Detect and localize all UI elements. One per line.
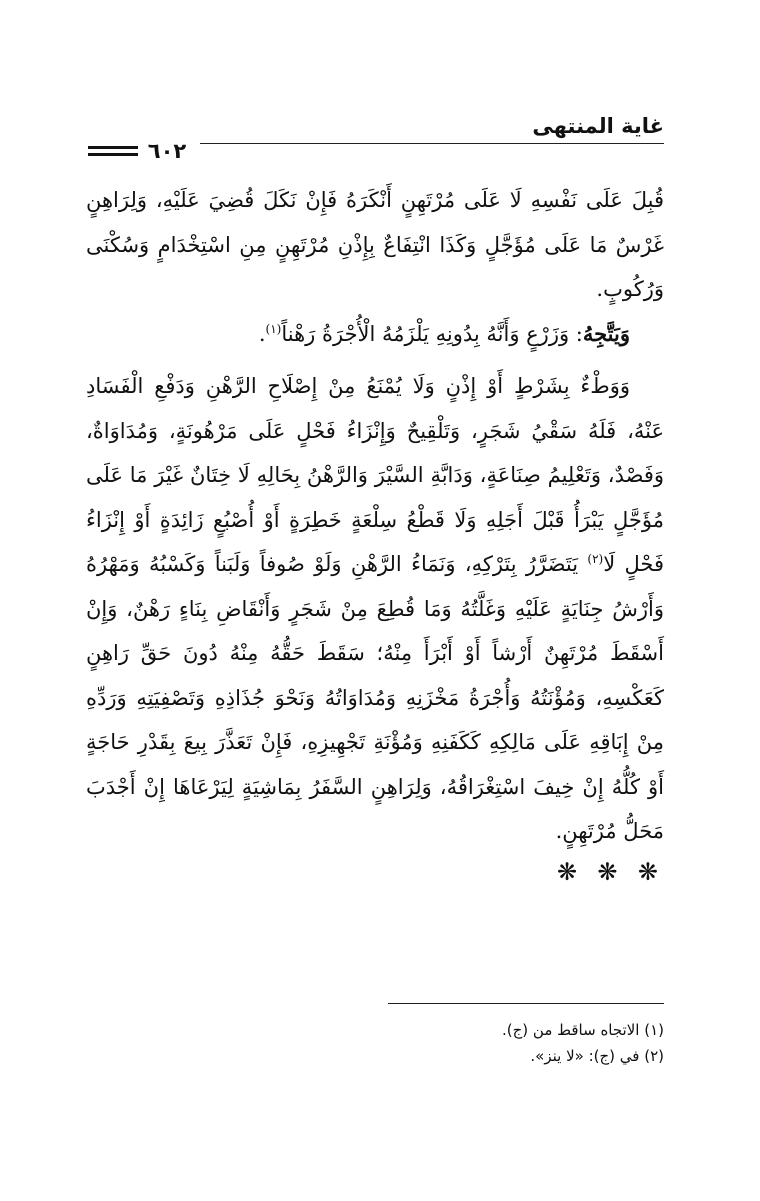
paragraph-3-part-b: يَتَضَرَّرُ بِتَرْكِهِ، وَنَمَاءُ الرَّهْنِ وَلَوْ صُوفاً وَلَبَناً وَكَسْبُهُ وَمَهْرُهُ وَأَرْشُ جِنَايَةٍ عَلَيْهِ وَغَلَّتُهُ وَمَا قُطِعَ مِنْ شَجَرٍ وَأَنْقَاضِ بِنَاءٍ رَهْنٌ، وَإِنْ أَسْقَطَ مُرْتَهِنٌ أَرْشاً أَوْ أَبْرَأَ مِنْهُ؛ سَقَطَ حَقُّهُ مِنْهُ دُونَ حَقِّ رَاهِنٍ كَعَكْسِهِ، وَمُؤْنَتُهُ وَأُجْرَةُ مَخْزَنِهِ وَمُدَاوَاتُهُ وَنَحْوَ جُذَاذِهِ وَتَصْفِيَتِهِ وَرَدِّهِ مِنْ إِبَاقِهِ عَلَى مَالِكِهِ كَكَفَنِهِ وَمُؤْنَةِ تَجْهِيزِهِ، فَإِنْ تَعَذَّرَ بِيعَ بِقَدْرِ حَاجَةٍ أَوْ كُلُّهُ إِنْ خِيفَ اسْتِغْرَاقُهُ، وَلِرَاهِنٍ السَّفَرُ بِمَاشِيَةٍ لِيَرْعَاهَا إِنْ أَجْدَبَ مَحَلُّ مُرْتَهِنٍ. xyxy=(86,552,664,843)
running-title: غاية المنتهى xyxy=(532,114,664,138)
paragraph-2-lead: وَيَتَّجِهُ xyxy=(582,320,630,346)
section-end-ornament: ❋ ❋ ❋ xyxy=(556,857,664,886)
paragraph-3-part-a: وَوَطْءٌ بِشَرْطٍ أَوْ إِذْنٍ وَلَا يُمْنَعُ مِنْ إِصْلَاحِ الرَّهْنِ وَدَفْعِ الْفَسَادِ عَنْهُ، فَلَهُ سَقْيُ شَجَرٍ، وَتَلْقِيحٌ وَإِنْزَاءُ فَحْلٍ عَلَى مَرْهُونَةٍ، وَمُدَاوَاةٌ، وَفَصْدٌ، وَتَعْلِيمُ صِنَاعَةٍ، وَدَابَّةِ السَّيْرَ وَالرَّهْنُ بِحَالِهِ لَا خِتَانٌ غَيْرَ مَا عَلَى مُؤَجَّلٍ يَبْرَأُ قَبْلَ أَجَلِهِ وَلَا قَطْعُ سِلْعَةٍ خَطِرَةٍ أَوْ أُصْبُعٍ زَائِدَةٍ أَوْ إِنْزَاءُ فَحْلٍ لَا xyxy=(86,374,665,576)
footnote-ref-2: (٢) xyxy=(587,552,604,566)
paragraph-2-end: . xyxy=(258,321,266,346)
footnotes xyxy=(86,1017,664,1069)
header-thin-line xyxy=(200,143,664,144)
footnote-separator xyxy=(388,1003,664,1004)
footnote-2: (٢) في (ج): «لا ينز». xyxy=(530,1047,664,1065)
paragraph-3 xyxy=(86,364,664,854)
footnote-1: (١) الاتجاه ساقط من (ج). xyxy=(501,1021,664,1039)
paragraph-2 xyxy=(86,312,664,357)
paragraph-2-text: : وَزَرْعٍ وَأَنَّهُ بِدُونِهِ يَلْزَمُهُ الْأُجْرَةُ رَهْناً xyxy=(281,321,583,346)
page-number: ٦٠٢ xyxy=(147,139,187,163)
main-text xyxy=(86,178,664,890)
header-rule xyxy=(88,140,664,162)
header-double-bar xyxy=(88,146,138,156)
footnote-ref-1: (١) xyxy=(265,321,282,336)
paragraph-1: قُبِلَ عَلَى نَفْسِهِ لَا عَلَى مُرْتَهِنٍ أَنْكَرَهُ فَإِنْ نَكَلَ قُضِيَ عَلَيْهِ، وَلِرَاهِنٍ غَرْسٌ مَا عَلَى مُؤَجَّلٍ وَكَذَا انْتِفَاعٌ بِإِذْنِ مُرْتَهِنٍ مِنِ اسْتِخْدَامٍ وَسُكْنَى وَرُكُوبٍ. xyxy=(86,188,664,301)
